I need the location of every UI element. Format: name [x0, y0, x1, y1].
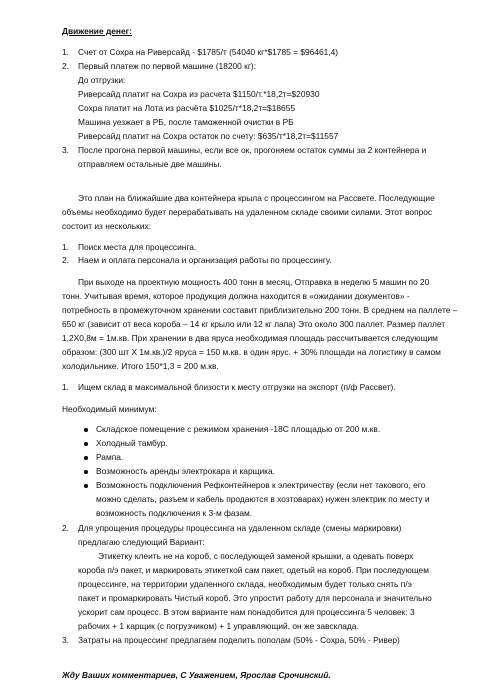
list-number: 3. [62, 145, 69, 155]
list-item-text: Первый платеж по первой машине (18200 кг): [78, 61, 256, 71]
bullet-item-text: возможность подключения к 3-м фазам. [96, 508, 253, 518]
list-number: 1. [62, 242, 69, 252]
list-number: 3. [62, 635, 69, 645]
signature-footer: Жду Ваших комментариев, С Уважением, Ярослав Срочинский. [62, 670, 331, 680]
list-item-text: отправляем остальные две машины. [78, 159, 222, 169]
paragraph-line: образом: (300 шт Х 1м.кв.)/2 яруса = 150 м.кв. в один ярус. + 30% площади на логистику в самом [62, 347, 441, 357]
list-number: 1. [62, 382, 69, 392]
list-item-text: Затраты на процессинг предлагаем поделить пополам (50% - Сохра, 50% - Ривер) [78, 635, 400, 645]
bullet-item-text: можно сделать, разъем и кабель продаются в хозтоварах) нужен электрик по месту и [96, 494, 430, 504]
bullet-item-text: Складское помещение с режимом хранения -18С площадью от 200 м.кв. [96, 424, 381, 434]
list-number: 1. [62, 47, 69, 57]
list-item-text: Машина уезжает в РБ, после таможенной очистки в РБ [78, 117, 294, 127]
list-item-text: предлагаю следующий Вариант: [78, 537, 205, 547]
list-item-text: Риверсайд платит на Сохра из расчета $1150/т.*18,2т=$20930 [78, 89, 320, 99]
bullet-item-text: Рампа. [96, 452, 124, 462]
paragraph-line: объемы необходимо будет перерабатывать на удаленном складе своими силами. Этот вопрос [62, 207, 433, 217]
bullet-item-text: Возможность подключения Рефконтейнеров к электричеству (если нет такового, его [96, 480, 426, 490]
bullet-item-text: Холодный тамбур. [96, 438, 168, 448]
paragraph-line: рабочих + 1 карщик (с погрузчиком) + 1 управляющий, он же завсклада. [78, 621, 359, 631]
list-item-text: Поиск места для процессинга. [78, 242, 197, 252]
bullet-icon [84, 442, 88, 446]
bullet-icon [84, 456, 88, 460]
list-item-text: Наем и оплата персонала и организация работы по процессингу. [78, 255, 332, 265]
bullet-icon [84, 470, 88, 474]
list-item-text: Для упрощения процедуры процессинга на удаленном складе (смены маркировки) [78, 523, 402, 533]
paragraph-line: 1,2Х0,8м = 1м.кв. При хранении в два яруса необходимая площадь рассчитывается следующим [62, 333, 438, 343]
bullet-item-text: Возможность аренды электрокара и карщика. [96, 466, 276, 476]
paragraph-line: ускорит сам процесс. В этом варианте нам понадобится для процессинга 5 человек: 3 [78, 607, 415, 617]
section-title: Движение денег: [62, 26, 132, 36]
list-item-text: Сохра платит на Лота из расчёта $1025/т*18,2т=$18655 [78, 103, 296, 113]
paragraph-line: процессинге, на территории удаленного склада, необходимым будет только снять п/э [78, 579, 412, 589]
paragraph-line: короба п/э пакет, и маркировать этикеткой сам пакет, одетый на короб. При последующем [78, 565, 429, 575]
paragraph-line: тонн. Учитывая время, которое продукция должна находится в «ожидании документов» - [62, 291, 410, 301]
paragraph-line: потребность в промежуточном хранении составит приблизительно 200 тонн. В среднем на паллете – [62, 305, 458, 315]
minimum-label: Необходимый минимум: [62, 404, 157, 414]
list-item-text: После прогона первой машины, если все ок, прогоняем остаток суммы за 2 контейнера и [78, 145, 427, 155]
paragraph-line: При выходе на проектную мощность 400 тонн в месяц, Отправка в неделю 5 машин по 20 [78, 277, 430, 287]
bullet-icon [84, 484, 88, 488]
bullet-icon [84, 428, 88, 432]
list-number: 2. [62, 255, 69, 265]
paragraph-line: 650 кг (зависит от веса короба – 14 кг крыло или 12 кг лапа) Это около 300 паллет. Размер паллет [62, 319, 446, 329]
paragraph-line: холодильнике. Итого 150*1,3 = 200 м.кв. [62, 361, 219, 371]
list-number: 2. [62, 61, 69, 71]
paragraph-line: пакет и промаркировать Чистый короб. Это упростит работу для персонала и значительно [78, 593, 432, 603]
list-number: 2. [62, 523, 69, 533]
list-item-text: До отгрузки: [78, 75, 126, 85]
paragraph-line: состоит из нескольких: [62, 221, 152, 231]
paragraph-line: Это план на ближайшие два контейнера крыла с процессингом на Рассвете. Последующие [78, 193, 435, 203]
list-item-text: Ищем склад в максимальной близости к месту отгрузки на экспорт (п/ф Рассвет). [78, 382, 396, 392]
paragraph-line: Этикетку клеить не на короб, с последующей заменой крышки, а одевать поверх [98, 551, 414, 561]
list-item-text: Риверсайд платит на Сохра остаток по счету: $635/т*18,2т=$11557 [78, 131, 339, 141]
list-item-text: Счет от Сохра на Риверсайд - $1785/т (54040 кг*$1785 = $96461,4) [78, 47, 339, 57]
